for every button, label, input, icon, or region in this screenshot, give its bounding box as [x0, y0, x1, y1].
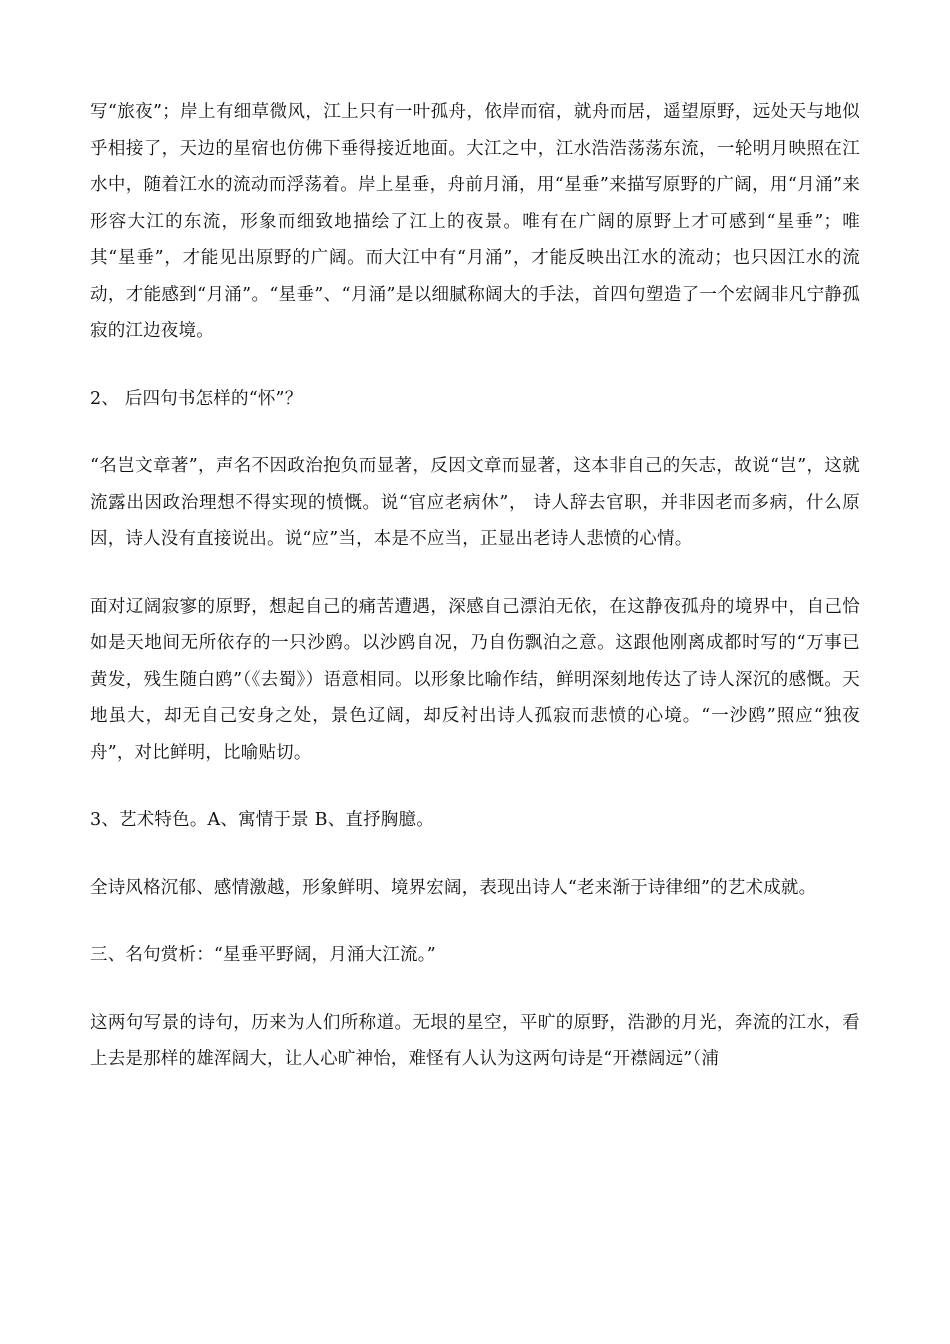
question-2-heading: 2、 后四句书怎样的“怀”？ [90, 388, 303, 409]
paragraph-style-summary: 全诗风格沉郁、感情激越，形象鲜明、境界宏阔，表现出诗人“老来渐于诗律细”的艺术成就。 [90, 877, 817, 898]
document-body [90, 94, 860, 1109]
paragraph-sand-gull: 面对辽阔寂寥的原野，想起自己的痛苦遭遇，深感自己漂泊无依，在这静夜孤舟的境界中，自己恰如是天地间无所依存的一只沙鸥。以沙鸥自况，乃自伤飘泊之意。这跟他刚离成都时写的“万事已黄发，残生随白鸥”（《去蜀》）语意相同。以形象比喻作结，鲜明深刻地传达了诗人深沉的感慨。天地虽大，却无自己安身之处，景色辽阔，却反衬出诗人孤寂而悲愤的心境。“一沙鸥”照应“独夜舟”，对比鲜明，比喻贴切。 [90, 596, 860, 763]
paragraph-night-scene-analysis: 写“旅夜”；岸上有细草微风，江上只有一叶孤舟，依岸而宿，就舟而居，遥望原野，远处天与地似乎相接了，天边的星宿也仿佛下垂得接近地面。大江之中，江水浩浩荡荡东流，一轮明月映照在江水中，随着江水的流动而浮荡着。岸上星垂，舟前月涌，用“星垂”来描写原野的广阔，用“月涌”来形容大江的东流，形象而细致地描绘了江上的夜景。唯有在广阔的原野上才可感到“星垂”；唯其“星垂”，才能见出原野的广阔。而大江中有“月涌”，才能反映出江水的流动；也只因江水的流动，才能感到“月涌”。“星垂”、“月涌”是以细腻称阔大的手法，首四句塑造了一个宏阔非凡宁静孤寂的江边夜境。 [90, 102, 860, 341]
section-3-heading: 三、名句赏析：“星垂平野阔，月涌大江流。” [90, 945, 436, 965]
paragraph-famous-lines: 这两句写景的诗句，历来为人们所称道。无垠的星空，平旷的原野，浩渺的月光，奔流的江水，看上去是那样的雄浑阔大，让人心旷神怡，难怪有人认为这两句诗是“开襟阔远”（浦 [90, 1012, 860, 1069]
paragraph-fame-and-office: “名岂文章著”，声名不因政治抱负而显著，反因文章而显著，这本非自己的矢志，故说“岂”，这就流露出因政治理想不得实现的愤慨。说“官应老病休”， 诗人辞去官职，并非因老而多病，什么原因，诗人没有直接说出。说“应”当，本是不应当，正显出老诗人悲愤的心情。 [90, 456, 860, 549]
question-3-heading: 3、艺术特色。A、寓情于景 B、直抒胸臆。 [90, 810, 434, 830]
